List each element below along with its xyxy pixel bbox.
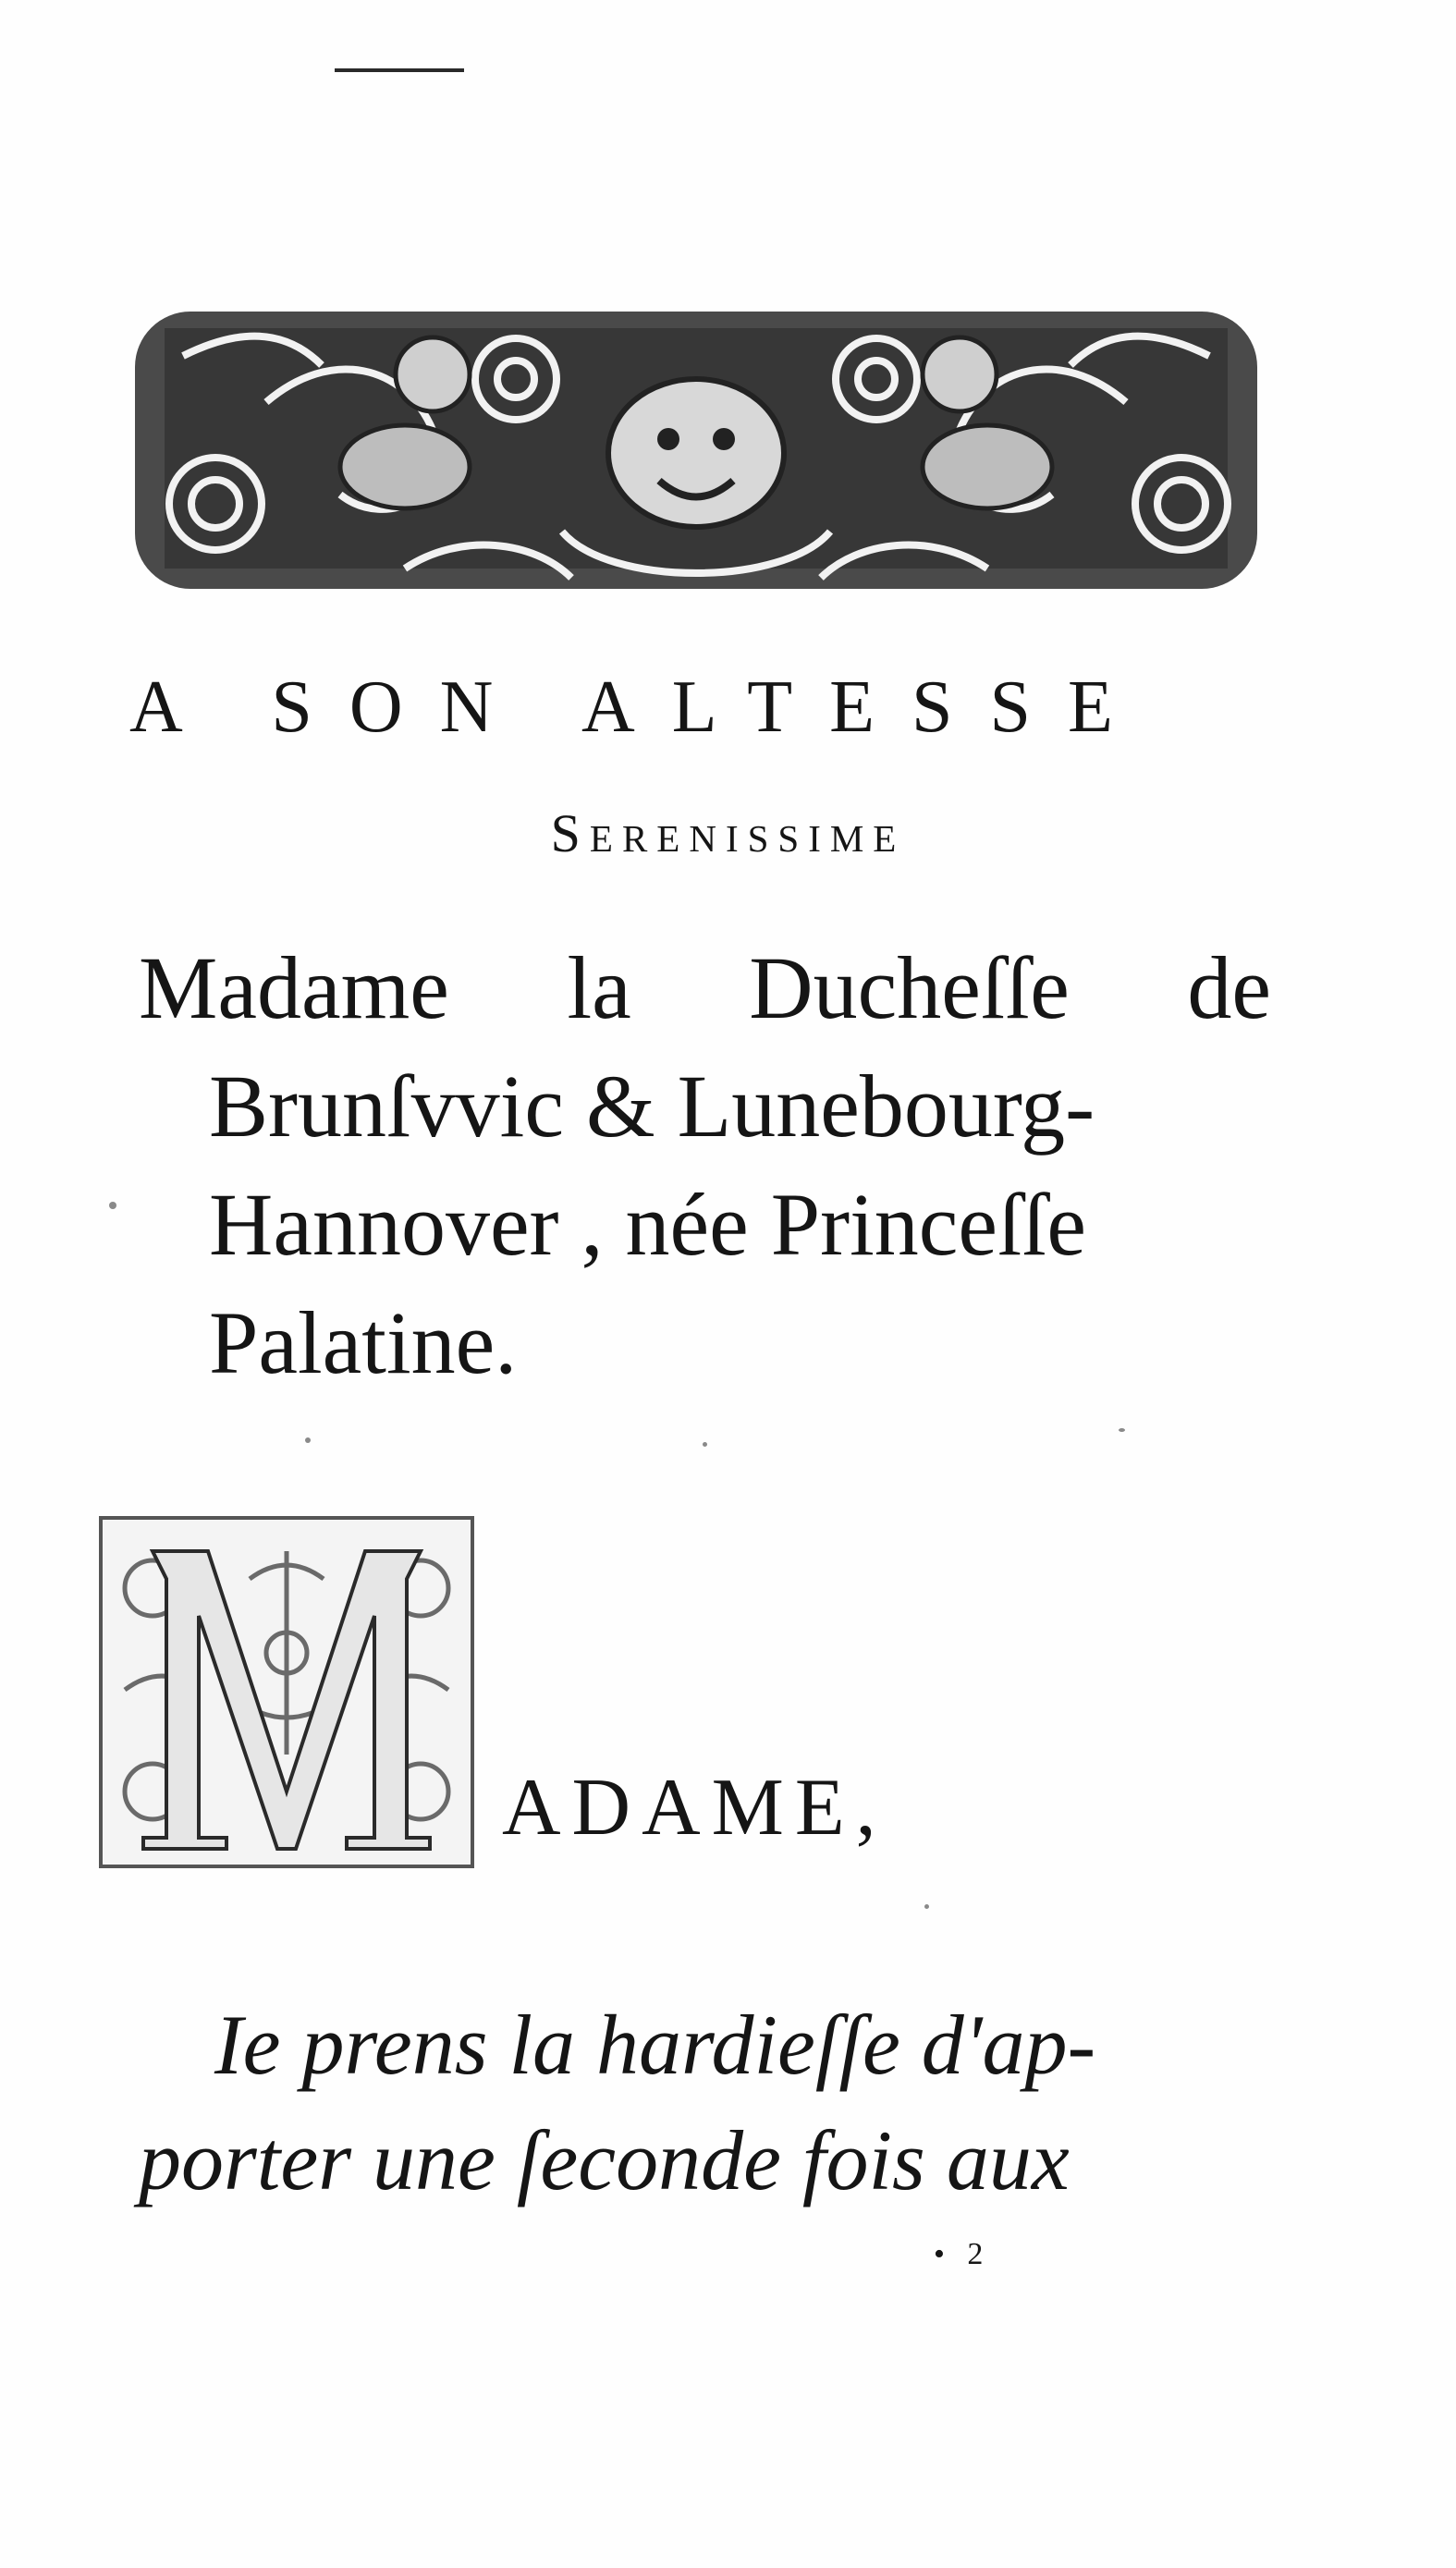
ornamental-headpiece-icon — [128, 291, 1265, 615]
address-line: Brunſvvic & Lunebourg- — [209, 1057, 1095, 1156]
heading-line-1: A SON ALTESSE — [129, 666, 1150, 748]
heading-line-2: Serenissime — [550, 803, 906, 863]
decorated-initial-m-icon — [97, 1514, 476, 1870]
address-block — [139, 929, 1294, 1402]
body-line: Ie prens la hardieſſe d'ap- — [214, 1998, 1096, 2092]
top-rule — [335, 68, 464, 72]
salutation-rest: ADAME, — [502, 1763, 887, 1853]
address-line: Palatine. — [209, 1293, 518, 1392]
print-speck — [109, 1202, 116, 1209]
print-speck — [924, 1904, 929, 1909]
address-line: Madame la Ducheſſe de — [139, 938, 1271, 1037]
body-line: porter une ſeconde fois aux — [139, 2113, 1070, 2207]
print-speck — [305, 1437, 311, 1443]
address-line: Hannover , née Princeſſe — [209, 1175, 1086, 1274]
print-speck — [703, 1442, 707, 1447]
body-text — [139, 1987, 1276, 2219]
print-speck — [1119, 1428, 1125, 1432]
signature-mark: • 2 — [934, 2237, 991, 2271]
